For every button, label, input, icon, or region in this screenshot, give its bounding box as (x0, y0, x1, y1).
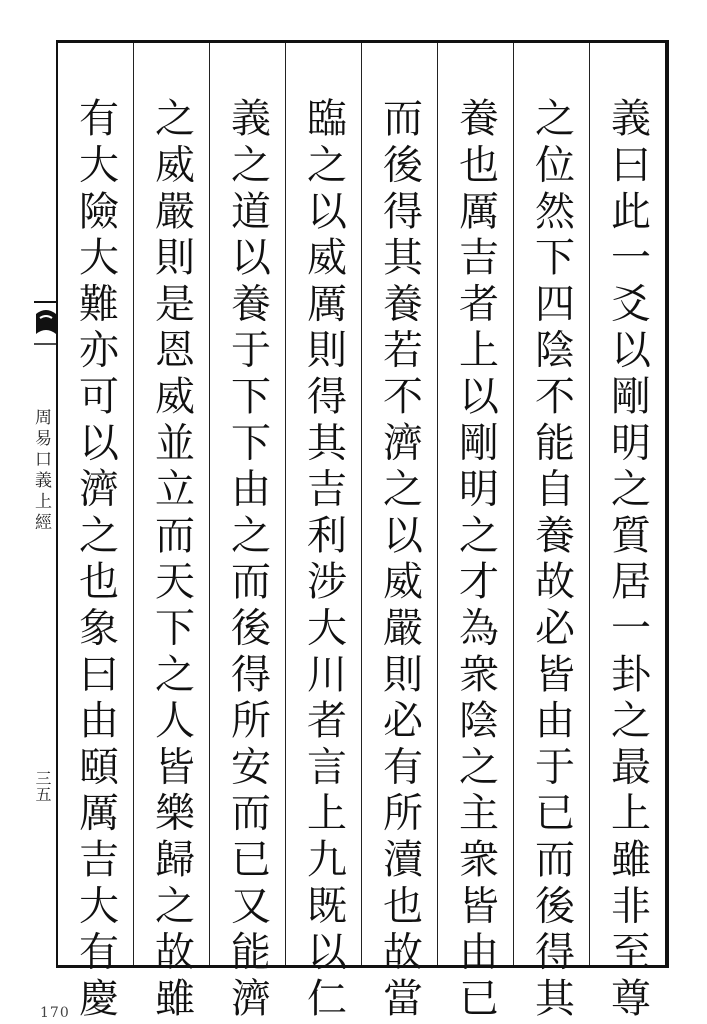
column-text: 之威嚴則是恩威並立而天下之人皆樂歸之故雖 (148, 97, 195, 1023)
column-text: 義曰此一爻以剛明之質居一卦之最上雖非至尊 (604, 97, 651, 1023)
text-column-6 (209, 43, 285, 1023)
text-column-7 (133, 43, 209, 1023)
column-text: 養也厲吉者上以剛明之才為衆陰之主衆皆由已 (452, 97, 499, 1023)
text-column-8 (58, 43, 133, 1023)
column-text: 之位然下四陰不能自養故必皆由于已而後得其 (528, 97, 575, 1023)
margin-folio-number: 三五 (33, 770, 52, 802)
margin-book-title: 周易口義上經 (31, 408, 51, 534)
text-column-3 (437, 43, 513, 1023)
page-number: 170 (40, 1005, 70, 1021)
text-column-1 (589, 43, 665, 1023)
column-text: 而後得其養若不濟之以威嚴則必有所瀆也故當 (376, 97, 423, 1023)
column-text: 臨之以威厲則得其吉利涉大川者言上九既以仁 (300, 97, 347, 1023)
column-text: 義之道以養于下下由之而後得所安而已又能濟 (224, 97, 271, 1023)
column-text: 有大險大難亦可以濟之也象曰由頤厲吉大有慶 (72, 97, 119, 1023)
text-column-2 (513, 43, 589, 1023)
text-column-5 (285, 43, 361, 1023)
fishtail-mark-icon (34, 300, 58, 350)
text-column-4 (361, 43, 437, 1023)
text-frame (56, 40, 669, 1023)
